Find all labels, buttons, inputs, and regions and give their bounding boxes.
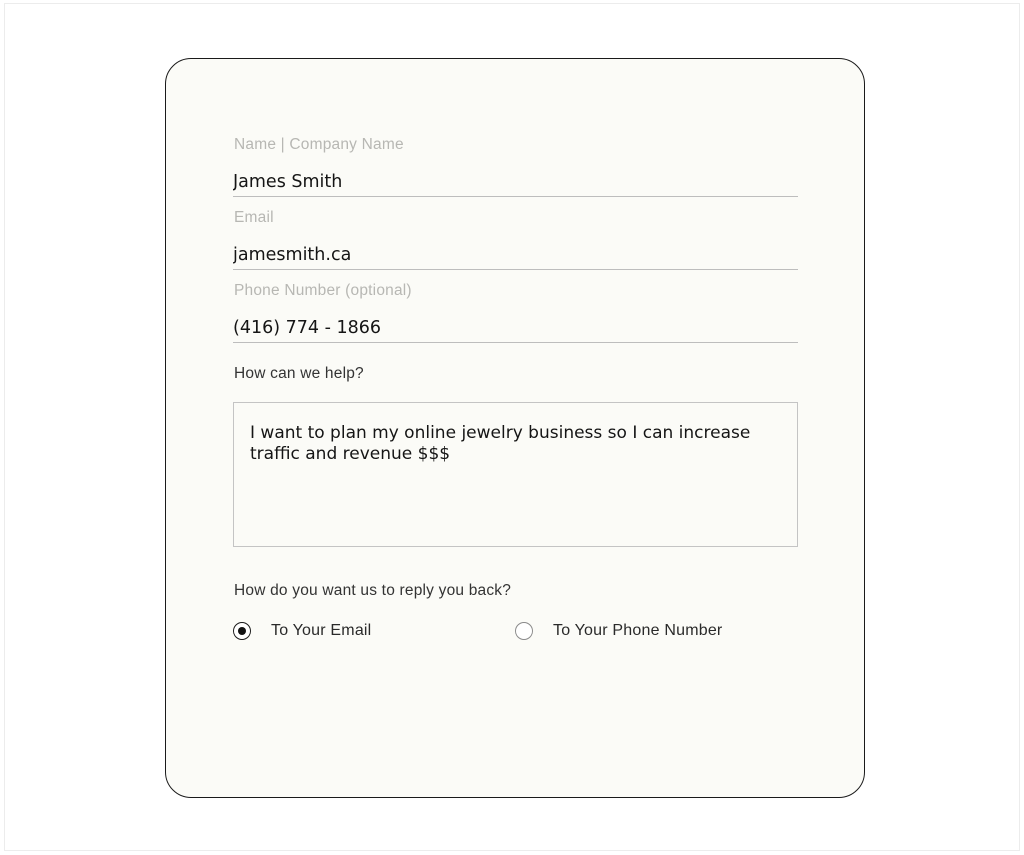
phone-input[interactable] <box>233 316 798 340</box>
help-label: How can we help? <box>234 365 364 382</box>
radio-selected-icon[interactable] <box>233 622 251 640</box>
email-input[interactable] <box>233 243 798 267</box>
radio-unselected-icon[interactable] <box>515 622 533 640</box>
name-input[interactable] <box>233 170 798 194</box>
reply-option-email-label: To Your Email <box>271 622 372 639</box>
help-textarea-box[interactable] <box>233 402 798 547</box>
email-field[interactable] <box>233 209 798 270</box>
phone-field[interactable] <box>233 282 798 343</box>
name-field[interactable] <box>233 136 798 197</box>
reply-option-email[interactable] <box>233 620 371 642</box>
phone-field-label: Phone Number (optional) <box>234 282 412 299</box>
help-textarea[interactable] <box>250 423 770 533</box>
contact-form-card <box>165 58 865 798</box>
reply-option-phone[interactable] <box>515 620 722 642</box>
reply-option-phone-label: To Your Phone Number <box>553 622 723 639</box>
reply-label: How do you want us to reply you back? <box>234 582 512 599</box>
email-field-label: Email <box>234 209 274 226</box>
name-field-label: Name | Company Name <box>234 136 404 153</box>
